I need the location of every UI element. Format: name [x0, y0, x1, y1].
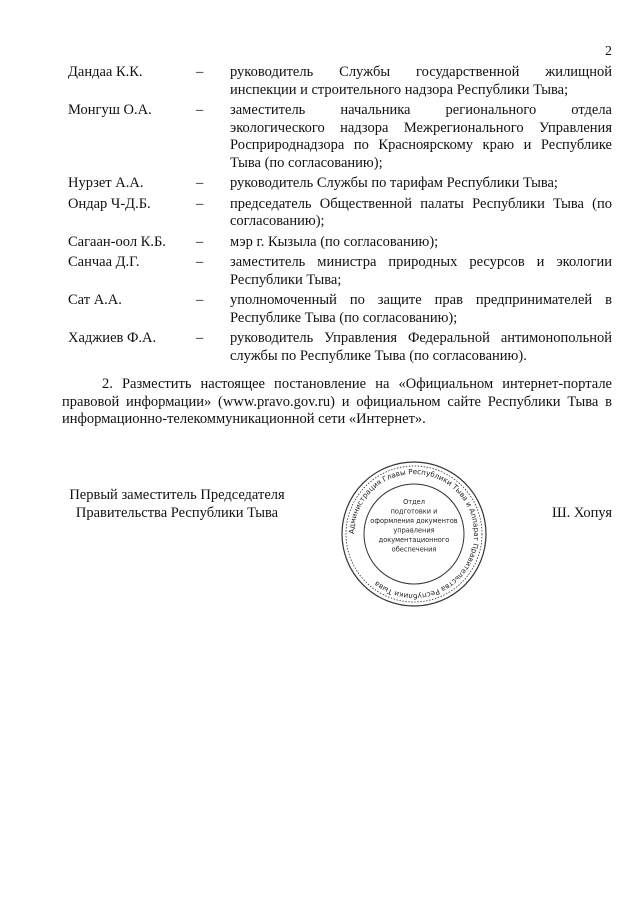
seal-center-line: оформления документов	[370, 517, 458, 525]
member-role: заместитель начальника регионального отдела экологического надзора Межрегионального Управления Росприроднадзора по Красноярскому краю и Республике Тыва (по согласованию);	[230, 102, 612, 171]
member-dash: –	[196, 292, 204, 308]
member-dash: –	[196, 195, 204, 212]
member-name: Нурзет А.А.	[68, 175, 144, 191]
member-row	[68, 292, 612, 330]
member-row	[68, 330, 612, 368]
member-name: Санчаа Д.Г.	[68, 254, 140, 270]
seal-ring-text: Администрация Главы Республики Тыва и Аппарат Правительства Республики Тыва	[346, 466, 482, 602]
member-role: заместитель министра природных ресурсов и экологии Республики Тыва;	[230, 254, 612, 288]
member-dash: –	[196, 102, 204, 118]
signer-title-line1: Первый заместитель Председателя	[69, 487, 285, 503]
seal-center-line: Отдел	[403, 498, 425, 506]
member-name: Сагаан-оол К.Б.	[68, 233, 166, 250]
member-dash: –	[196, 175, 204, 191]
seal-center-line: управления	[393, 526, 435, 535]
seal-center-line: обеспечения	[391, 545, 437, 554]
members-list	[68, 64, 612, 368]
seal-center-line: документационного	[378, 536, 450, 544]
signer-title-line2: Правительства Республики Тыва	[75, 505, 279, 521]
member-dash: –	[196, 330, 204, 346]
member-name: Хаджиев Ф.А.	[68, 330, 157, 346]
member-row	[68, 234, 612, 255]
member-row	[68, 175, 612, 196]
member-name: Сат А.А.	[68, 292, 122, 308]
member-name: Дандаа К.К.	[68, 64, 143, 80]
page-number: 2	[605, 44, 612, 59]
member-dash: –	[196, 64, 204, 80]
seal-center-line: подготовки и	[390, 507, 438, 516]
member-row	[68, 102, 612, 175]
member-dash: –	[196, 254, 204, 270]
member-row	[68, 254, 612, 292]
member-role: мэр г. Кызыла (по согласованию);	[230, 233, 439, 250]
member-name: Монгуш О.А.	[68, 102, 152, 118]
member-row	[68, 196, 612, 234]
clause-2: 2. Разместить настоящее постановление на «Официальном интернет-портале правовой информации» (www.pravo.gov.ru) и официальном сайте Республики Тыва в информационно-телекоммуникационной сети «Интернет».	[62, 376, 612, 427]
signer-title	[62, 486, 292, 522]
member-role: уполномоченный по защите прав предпринимателей в Республике Тыва (по согласованию);	[230, 292, 612, 326]
official-seal	[338, 458, 490, 610]
member-role: руководитель Службы государственной жилищной инспекции и строительного надзора Республики Тыва;	[230, 64, 612, 98]
member-row	[68, 64, 612, 102]
member-dash: –	[196, 233, 204, 250]
signer-name: Ш. Хопуя	[551, 505, 612, 521]
member-role: руководитель Службы по тарифам Республики Тыва;	[230, 175, 558, 191]
member-role: председатель Общественной палаты Республики Тыва (по согласованию);	[230, 195, 612, 229]
member-name: Ондар Ч-Д.Б.	[68, 195, 151, 212]
member-role: руководитель Управления Федеральной антимонопольной службы по Республике Тыва (по согласованию).	[230, 330, 612, 364]
